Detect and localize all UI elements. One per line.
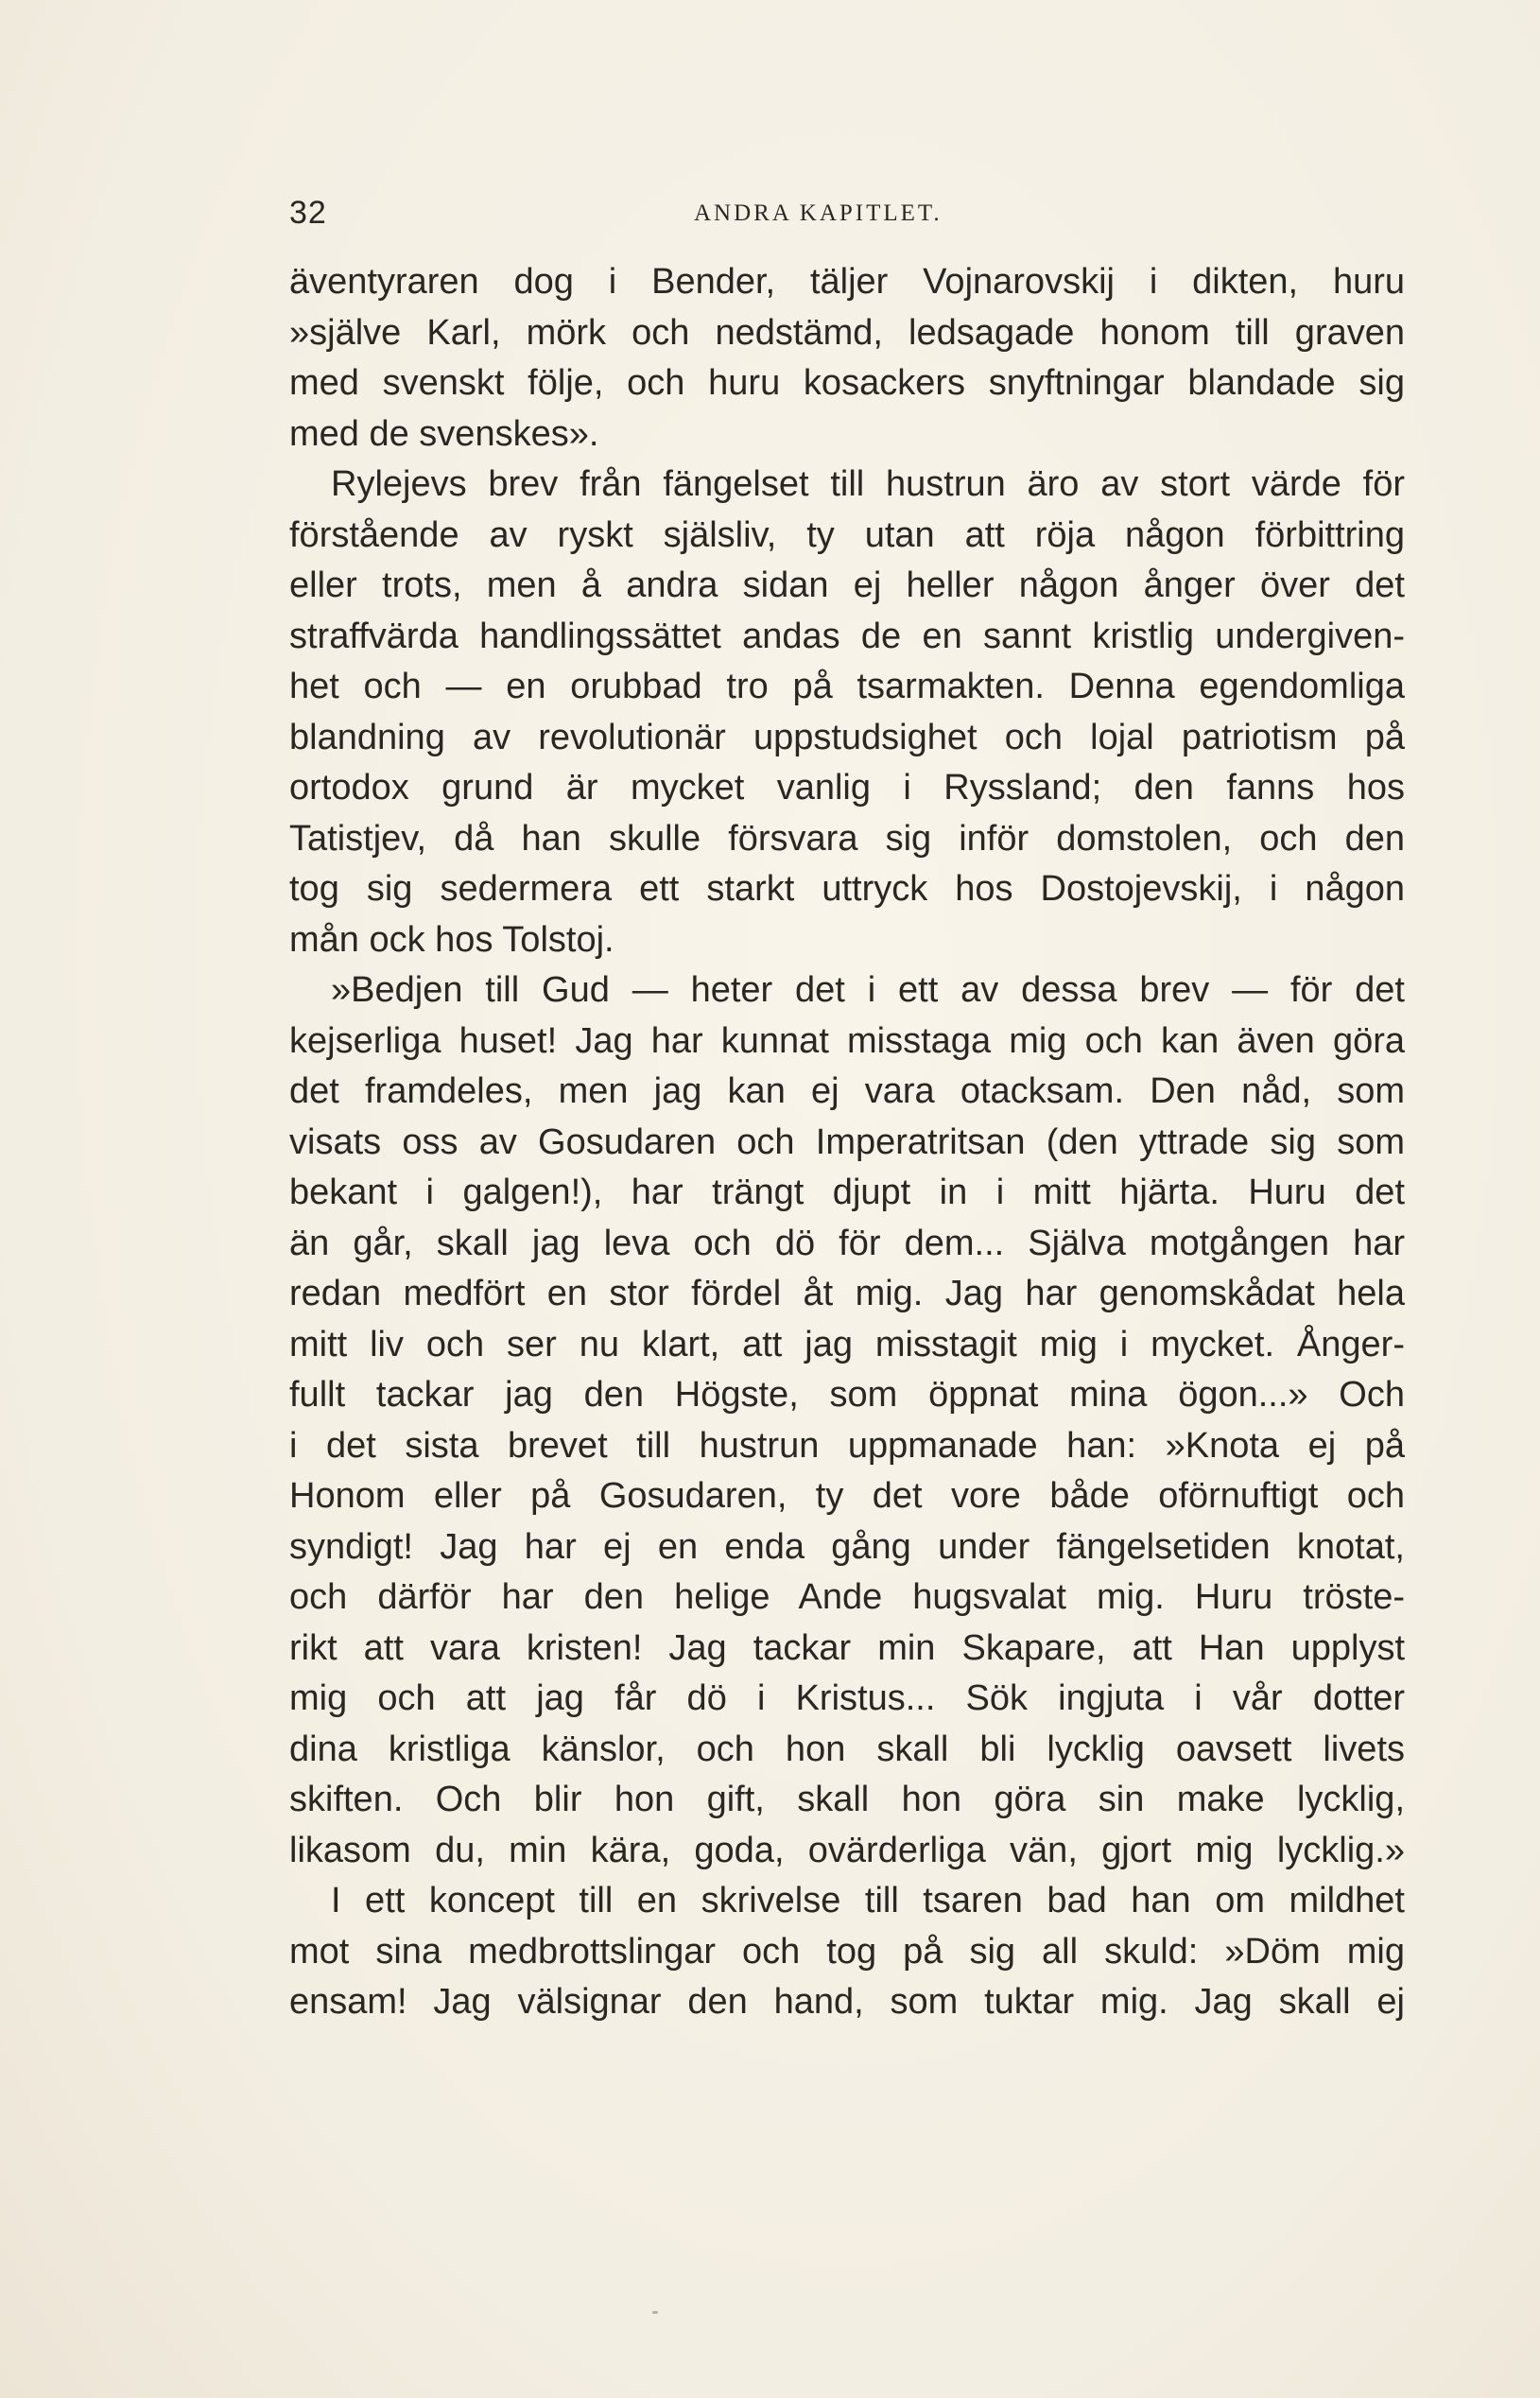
text-line: Honom eller på Gosudaren, ty det vore både oförnuftigt och: [289, 1476, 1405, 1516]
body-text: [289, 257, 1405, 2028]
text-line: I ett koncept till en skrivelse till tsaren bad han om mildhet: [331, 1881, 1405, 1920]
text-line: det framdeles, men jag kan ej vara otacksam. Den nåd, som: [289, 1071, 1405, 1111]
text-line: äventyraren dog i Bender, täljer Vojnarovskij i dikten, huru: [289, 262, 1405, 302]
running-head: ANDRA KAPITLET.: [694, 200, 943, 226]
text-line: Rylejevs brev från fängelset till hustrun äro av stort värde för: [331, 464, 1405, 504]
text-line: Tatistjev, då han skulle försvara sig inför domstolen, och den: [289, 818, 1405, 859]
text-line: eller trots, men å andra sidan ej heller någon ånger över det: [289, 565, 1405, 605]
text-line: med svenskt följe, och huru kosackers snyftningar blandade sig: [289, 363, 1405, 403]
text-line: likasom du, min kära, goda, ovärderliga vän, gjort mig lycklig.»: [289, 1830, 1405, 1870]
text-line: och därför har den helige Ande hugsvalat mig. Huru tröste-: [289, 1577, 1405, 1617]
text-line: ensam! Jag välsignar den hand, som tuktar mig. Jag skall ej: [289, 1982, 1405, 2022]
text-line: mån ock hos Tolstoj.: [289, 919, 614, 960]
text-line: förstående av ryskt själsliv, ty utan att röja någon förbittring: [289, 514, 1405, 555]
text-line: kejserliga huset! Jag har kunnat misstaga mig och kan även göra: [289, 1020, 1405, 1061]
text-line: mot sina medbrottslingar och tog på sig all skuld: »Döm mig: [289, 1931, 1405, 1972]
text-line: i det sista brevet till hustrun uppmanade han: »Knota ej på: [289, 1425, 1405, 1466]
text-line: med de svenskes».: [289, 413, 599, 454]
text-line: mitt liv och ser nu klart, att jag misstagit mig i mycket. Ånger-: [289, 1324, 1405, 1364]
text-line: bekant i galgen!), har trängt djupt in i mitt hjärta. Huru det: [289, 1173, 1405, 1212]
text-line: ortodox grund är mycket vanlig i Ryssland; den fanns hos: [289, 768, 1405, 808]
text-line: fullt tackar jag den Högste, som öppnat mina ögon...» Och: [289, 1375, 1405, 1415]
text-line: visats oss av Gosudaren och Imperatritsan (den yttrade sig som: [289, 1121, 1405, 1162]
text-line: mig och att jag får dö i Kristus... Sök ingjuta i vår dotter: [289, 1678, 1405, 1718]
text-line: syndigt! Jag har ej en enda gång under fängelsetiden knotat,: [289, 1526, 1405, 1567]
text-line: »själve Karl, mörk och nedstämd, ledsagade honom till graven: [289, 312, 1405, 353]
text-line: än går, skall jag leva och dö för dem... Själva motgången har: [289, 1223, 1405, 1263]
text-line: het och — en orubbad tro på tsarmakten. Denna egendomliga: [289, 667, 1405, 706]
text-line: dina kristliga känslor, och hon skall bli lycklig oavsett livets: [289, 1729, 1405, 1769]
page-number: 32: [289, 195, 327, 231]
text-line: blandning av revolutionär uppstudsighet och lojal patriotism på: [289, 717, 1405, 757]
text-line: »Bedjen till Gud — heter det i ett av dessa brev — för det: [331, 970, 1405, 1010]
text-line: rikt att vara kristen! Jag tackar min Skapare, att Han upplyst: [289, 1627, 1405, 1668]
text-line: straffvärda handlingssättet andas de en sannt kristlig undergiven-: [289, 616, 1405, 656]
text-line: redan medfört en stor fördel åt mig. Jag har genomskådat hela: [289, 1274, 1405, 1313]
page-header: [289, 195, 1405, 242]
paper-speck: [652, 2311, 658, 2314]
text-line: tog sig sedermera ett starkt uttryck hos Dostojevskij, i någon: [289, 869, 1405, 909]
text-line: skiften. Och blir hon gift, skall hon göra sin make lycklig,: [289, 1780, 1405, 1819]
